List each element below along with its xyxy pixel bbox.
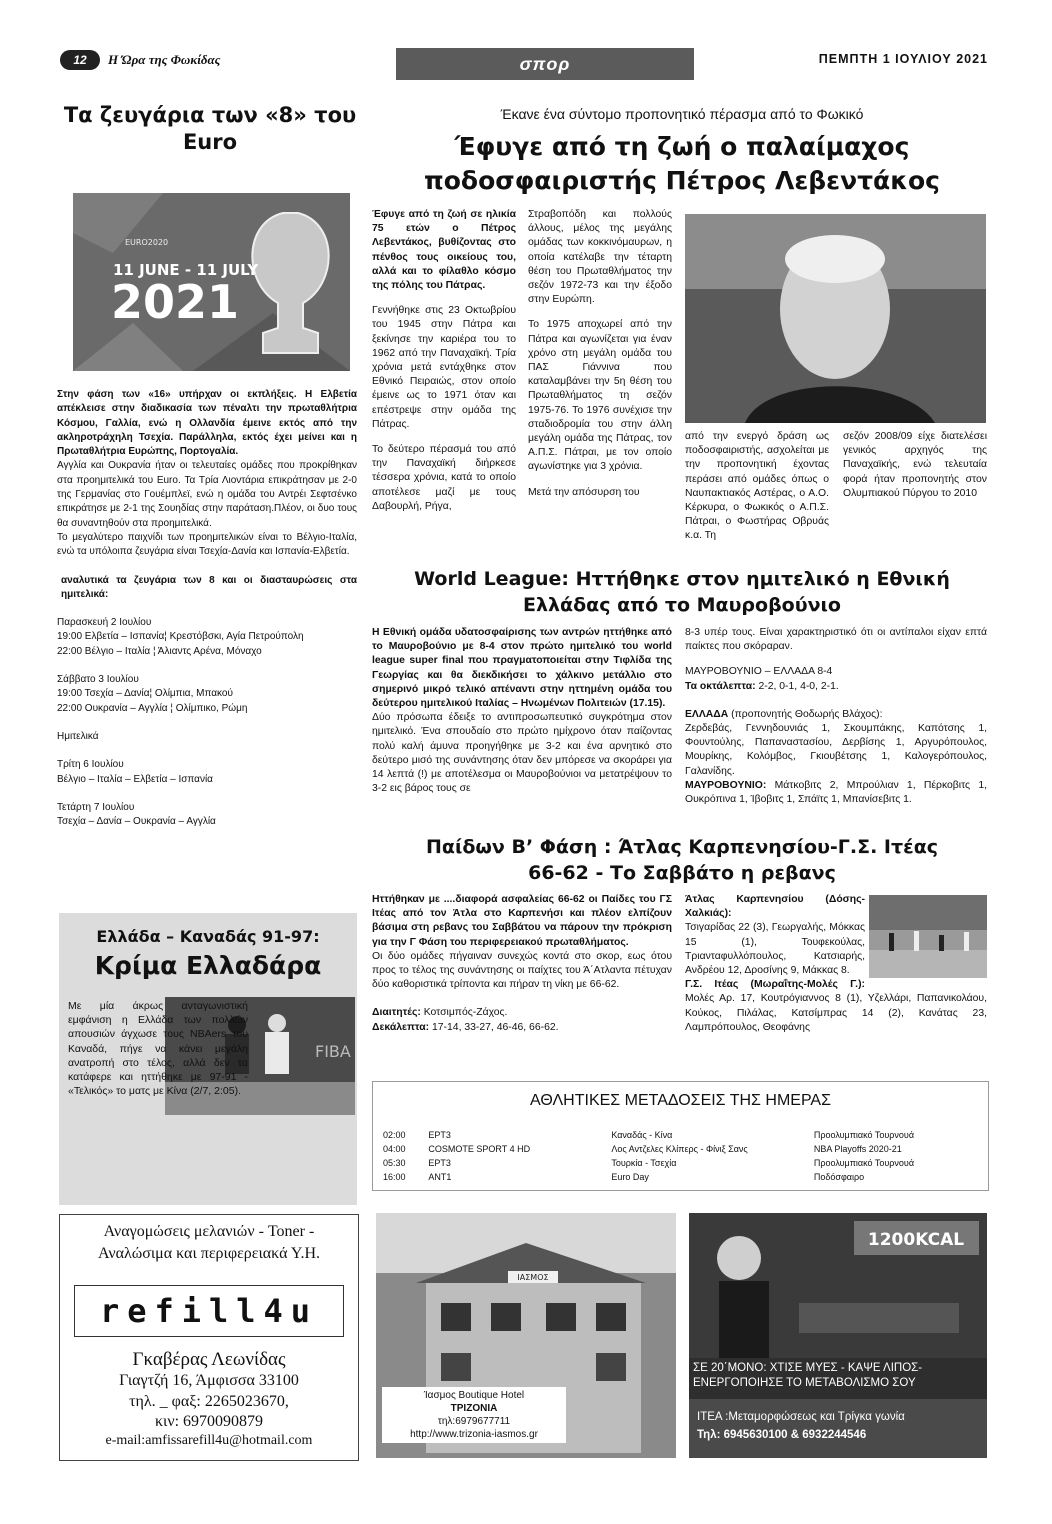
leventakos-c1p3: Το δεύτερο πέρασμά του από την Παναχαϊκή διήρκεσε τέσσερα χρόνια, κατά το οποίο αποτέλεσε μαζί με τους Δαβουρλή, Ρήγα, — [372, 444, 516, 512]
issue-date: ΠΕΜΠΤΗ 1 ΙΟΥΛΙΟΥ 2021 — [818, 52, 988, 66]
paidon-body: Οι δύο ομάδες πήγαιναν συνεχώς κοντά στο σκορ, εως ότου προς το τέλος της συνάντησης οι παίχτες του Ά΄Ατλαντα πέτυχαν δύο καθοριστικά τρίποντα και πήραν τη νίκη με 66-62. — [372, 950, 672, 991]
wl-quarters-label: Τα οκτάλεπτα: — [685, 680, 756, 692]
leventakos-col4 — [843, 430, 987, 512]
paidon-col1 — [372, 893, 672, 1035]
tv-time: 16:00 — [383, 1172, 406, 1182]
paidon-col2 — [685, 893, 987, 1035]
tv-competition: Προολυμπιακό Τουρνουά — [813, 1130, 915, 1140]
tv-event: Τουρκία - Τσεχία — [611, 1158, 677, 1168]
euro-image-art — [73, 193, 350, 371]
refill-address: Γιαγτζή 16, Άμφισσα 33100 — [119, 1372, 299, 1389]
paidon-atlas-players: Τσιγαρίδας 22 (3), Γεωργαλής, Μόκκας 15 (1), Τουφεκούλας, Τριανταφυλλόπουλος, Κατσιαρής, Ανδρέου 12, Δροσίνης 9, Μάκκας 8. — [685, 922, 865, 977]
tv-title: ΑΘΛΗΤΙΚΕΣ ΜΕΤΑΔΟΣΕΙΣ ΤΗΣ ΗΜΕΡΑΣ — [529, 1092, 831, 1109]
hotel-caption — [382, 1387, 566, 1443]
paidon-itea-label: Γ.Σ. Ιτέας (Μωραΐτης-Μολές Γ.): — [685, 979, 865, 991]
euro-p1: Στην φάση των «16» υπήρχαν οι εκπλήξεις. Η Ελβετία απέκλεισε στην διαδικασία των πέναλτι την πρωταθλήτρια Κόσμου, Γαλλία, ενώ η Ολλανδία έμεινε εκτός από την ακληροτράχηλη Τσεχία. Παράλληλα, εκτός έχει μείνει και η Πρωταθλήτρια Ευρώπης, Πορτογαλία. — [57, 389, 357, 458]
euro-body — [57, 388, 357, 829]
wl-headline: World League: Ηττήθηκε στον ημιτελικό η Εθνική Ελλάδας από το Μαυροβούνιο — [414, 568, 950, 616]
wl-greece-label: ΕΛΛΑΔΑ — [685, 708, 729, 720]
hotel-line1: Ίασμος Boutique Hotel — [423, 1390, 525, 1401]
tv-event: Λος Αντζελες Κλίπερς - Φίνιξ Σανς — [611, 1144, 748, 1154]
tv-box — [372, 1081, 989, 1191]
canada-headline: Κρίμα Ελλαδάρα — [94, 951, 322, 980]
leventakos-photo-art — [685, 214, 986, 423]
euro-sat-1: 19:00 Τσεχία – Δανία¦ Ολίμπια, Μπακού — [57, 688, 233, 700]
euro-sat-heading: Σάββατο 3 Ιουλίου — [57, 674, 139, 686]
euro-tue-heading: Τρίτη 6 Ιουλίου — [57, 759, 124, 771]
gym-ad-art — [689, 1213, 987, 1358]
euro-wed-1: Τσεχία – Δανία – Ουκρανία – Αγγλία — [57, 816, 216, 828]
refill-line1: Αναγομώσεις μελανιών - Toner - — [103, 1223, 315, 1240]
refill-logo-box — [74, 1285, 344, 1337]
leventakos-c1p2: Γεννήθηκε στις 23 Οκτωβρίου του 1945 στην Πάτρα και ξεκίνησε την καριέρα του το 1962 από την Παναχαϊκή. Τρία χρόνια μετά εντάχθηκε στον Εθνικό Πειραιώς, στον οποίο έμεινε ως το 1971 όταν και επέστρεψε στην ομάδα της Πάτρας. — [372, 305, 516, 430]
hotel-sign: ΙΑΣΜΟΣ — [517, 1273, 549, 1282]
paidon-quarters-label: Δεκάλεπτα: — [372, 1021, 430, 1033]
paidon-lead: Ηττήθηκαν με ....διαφορά ασφαλείας 66-62 οι Παίδες του ΓΣ Ιτέας από τον Άτλα στο Καρπενήσι και πλέον ελπίζουν βάσιμα στη ρεβανς του Σαββάτου να πάρουν την πρόκριση για την Γ Φάση του περιφερειακού πρωταθλήματος. — [372, 894, 672, 948]
gym-phones: Τηλ: 6945630100 & 6932244546 — [697, 1429, 867, 1441]
wl-lead: Η Εθνική ομάδα υδατοσφαίρισης των αντρών ηττήθηκε από το Μαυροβούνιο με 8-4 στον πρώτο ημιτελικό του world league super final που πραγματοποιείται στην Τιφλίδα της Γεωργίας και θα διεκδικήσει το χάλκινο μετάλλιο στο σημερινό μικρό τελικό απέναντι στην ηττημένη ομάδα του δεύτερου ημιτελικού Ιταλίας – Ηνωμένων Πολιτειών (17.15). — [372, 627, 672, 710]
paidon-headline-2: 66-62 - Το Σαββάτο η ρεβανς — [528, 862, 836, 884]
tv-event: Καναδάς - Κίνα — [611, 1130, 673, 1140]
leventakos-c4: σεζόν 2008/09 είχε διατελέσει γενικός αρχηγός της Παναχαϊκής, ενώ τελευταία φορά ήταν προπονητής στον Ολυμπιακού Πύργου το 2010 — [843, 431, 987, 499]
euro-p2: Αγγλία και Ουκρανία ήταν οι τελευταίες ομάδες που προκρίθηκαν στα προημιτελικά του Euro. Τα Τρία Λιοντάρια επικράτησαν με 2-0 της Γερμανίας στο Γουέμπλεϊ, ενώ η ομάδα του Αντρέι Σεφτσένκο επικράτησε με 2-1 της Σουηδίας στην παράταση.Πλέον, οι δυο τους θα συναντηθούν στα προημιτελικά. — [57, 460, 357, 529]
wl-c2p1: 8-3 υπέρ τους. Είναι χαρακτηριστικό ότι οι αντίπαλοι είχαν επτά παίκτες που σκόραραν. — [685, 627, 987, 653]
canada-kicker: Ελλάδα – Καναδάς 91-97: — [96, 927, 320, 946]
tv-rows — [383, 1128, 983, 1184]
canada-body-text: Με μία άκρως ανταγωνιστική εμφάνιση η Ελλάδα των πολλών απουσιών άγχωσε τους NBAers του Καναδά, πήγε να κάνει μεγάλη ανατροπή στο τέλος, αλλά δεν τα κατάφερε και ηττήθηκε με 97-91 - «Τελικός» το ματς με Κίνα (2/7, 2:05). — [68, 1000, 248, 1098]
tv-row — [383, 1128, 983, 1142]
tv-competition: Προολυμπιακό Τουρνουά — [813, 1158, 915, 1168]
wl-greece-players: Ζερδεβάς, Γεννηδουνιάς 1, Σκουμπάκης, Καπότσης 1, Φουντούλης, Παπαναστασίου, Δερβίσης 1, Αργυρόπουλος, Μουρίκης, Κολόμβος, Γκιουβέτσης 1, Καλογερόπουλος, Γαλανίδης. — [685, 723, 987, 777]
tv-channel: ΑΝΤ1 — [428, 1172, 452, 1182]
euro-fri-1: 19:00 Ελβετία – Ισπανία¦ Κρεστόβσκι, Αγία Πετρούπολη — [57, 631, 304, 643]
wl-greece-coach: (προπονητής Θοδωρής Βλάχος): — [731, 708, 883, 720]
wl-col2 — [685, 626, 987, 807]
euro-image-year: 2021 — [111, 275, 240, 329]
tv-row — [383, 1170, 983, 1184]
leventakos-c2p3: Μετά την απόσυρση του — [528, 486, 640, 498]
euro-intro: αναλυτικά τα ζευγάρια των 8 και οι διασταυρώσεις στα ημιτελικά: — [61, 574, 357, 600]
refill-mobile: κιν: 6970090879 — [154, 1413, 264, 1430]
refill-email: e-mail:amfissarefill4u@hotmail.com — [105, 1433, 313, 1448]
leventakos-lead: Έφυγε από τη ζωή σε ηλικία 75 ετών ο Πέτρος Λεβεντάκος, βυθίζοντας στο πένθος τους οικείους του, αλλά και το φίλαθλο κόσμο της πόλης του Πάτρας. — [372, 209, 516, 292]
euro-image — [73, 193, 350, 371]
euro-tue-1: Βέλγιο – Ιταλία – Ελβετία – Ισπανία — [57, 773, 213, 785]
leventakos-c3: από την ενεργό δράση ως ποδοσφαιριστής, ασχολείται με την προπονητική έχοντας περάσει από ομάδες όπως ο Ναυπακτιακός Αστέρας, ο Α.Ο. Κέρκυρα, ο Φωκικός ο Α.Π.Σ. Πάτραι, ο Φωστήρας Οβρυάς κ.α. Τη — [685, 431, 829, 542]
euro-sat-2: 22:00 Ουκρανία – Αγγλία ¦ Ολίμπικο, Ρώμη — [57, 702, 248, 714]
tv-channel: COSMOTE SPORT 4 HD — [428, 1144, 531, 1154]
tv-competition: Ποδόσφαιρο — [813, 1172, 865, 1182]
hotel-line4: http://www.trizonia-iasmos.gr — [410, 1429, 538, 1440]
wl-mne-players: Μάτκοβιτς 2, Μπρούλιαν 1, Πέρκοβιτς 1, Ουκρόπινα 1, Ίβοβιτς 1, Σπάϊτς 1, Μπανίσεβιτς 1. — [685, 779, 987, 806]
euro-image-dates: 11 JUNE - 11 JULY — [113, 261, 259, 279]
paidon-itea-players: Μολές Αρ. 17, Κουτρόγιαννος 8 (1), Υζελλάρι, Παπανικολάου, Κούκος, Πιλάλας, Κατσίμπρας 14 (2), Κανάτας 23, Λαμπρόπουλος, Θεοφάνης — [685, 993, 987, 1033]
gym-ad — [689, 1213, 987, 1458]
euro-semis-heading: Ημιτελικά — [57, 730, 99, 742]
euro-image-logo: EURO2020 — [125, 238, 169, 247]
page-number-badge — [60, 50, 100, 70]
tv-competition: NBA Playoffs 2020-21 — [813, 1144, 902, 1154]
leventakos-col3 — [685, 430, 829, 555]
hotel-ad — [376, 1213, 676, 1458]
leventakos-headline: Έφυγε από τη ζωή ο παλαίμαχος ποδοσφαιριστής Πέτρος Λεβεντάκος — [423, 132, 940, 195]
hotel-line2: ΤΡΙΖΟΝΙΑ — [450, 1403, 498, 1414]
wl-col1 — [372, 626, 672, 796]
tv-channel: ΕΡΤ3 — [428, 1158, 451, 1168]
wl-quarters: 2-2, 0-1, 4-0, 2-1. — [758, 680, 839, 692]
euro-p3: Το μεγαλύτερο παιχνίδι των προημιτελικών είναι το Βέλγιο-Ιταλία, ενώ τα υπόλοιπα ζευγάρια είναι Τσεχία-Δανία και Ισπανία-Ελβετία. — [57, 531, 357, 558]
tv-row — [383, 1156, 983, 1170]
tv-event: Euro Day — [611, 1172, 649, 1182]
paper-name: Η Ώρα της Φωκίδας — [108, 52, 221, 67]
euro-wed-heading: Τετάρτη 7 Ιουλίου — [57, 801, 135, 813]
paidon-headline-1: Παίδων Β’ Φάση : Άτλας Καρπενησίου-Γ.Σ. Ιτέας — [425, 836, 939, 858]
euro-headline: Τα ζευγάρια των «8» του Euro — [63, 103, 357, 154]
leventakos-col2 — [528, 208, 672, 511]
tv-time: 02:00 — [383, 1130, 406, 1140]
tv-time: 05:30 — [383, 1158, 406, 1168]
hotel-line3: τηλ:6979677711 — [437, 1416, 511, 1427]
tv-time: 04:00 — [383, 1144, 406, 1154]
paidon-atlas-label: Άτλας Καρπενησίου (Δόσης-Χαλκιάς): — [685, 894, 865, 920]
section-banner — [396, 48, 694, 80]
tv-row — [383, 1142, 983, 1156]
gym-slogan: ΣΕ 20΄ΜΟΝΟ: ΧΤΙΣΕ ΜΥΕΣ - ΚΑΨΕ ΛΙΠΟΣ-ΕΝΕΡΓΟΠΟΙΗΣΕ ΤΟ ΜΕΤΑΒΟΛΙΣΜΟ ΣΟΥ — [693, 1362, 923, 1389]
canada-photo-label: FIBA — [315, 1042, 351, 1061]
wl-mne-label: ΜΑΥΡΟΒΟΥΝΙΟ: — [685, 779, 767, 791]
canada-box — [59, 913, 357, 1205]
wl-score: ΜΑΥΡΟΒΟΥΝΙΟ – ΕΛΛΑΔΑ 8-4 — [685, 666, 833, 678]
page-number: 12 — [73, 53, 87, 67]
euro-fri-2: 22:00 Βέλγιο – Ιταλία ¦ Άλιαντς Αρένα, Μόναχο — [57, 645, 262, 657]
paidon-refs-label: Διαιτητές: — [372, 1007, 421, 1019]
paidon-refs: Κοτσιμπός-Ζάχος. — [423, 1007, 508, 1019]
gym-badge: 1200KCAL — [867, 1230, 965, 1250]
leventakos-kicker: Έκανε ένα σύντομο προπονητικό πέρασμα από το Φωκικό — [500, 106, 864, 122]
euro-fri-heading: Παρασκευή 2 Ιουλίου — [57, 617, 152, 629]
refill-name: Γκαβέρας Λεωνίδας — [132, 1349, 286, 1370]
leventakos-col1 — [372, 208, 516, 525]
leventakos-c2p2: Το 1975 αποχωρεί από την Πάτρα και αγωνίζεται για έναν χρόνο στη μεγάλη ομάδα του ΠΑΣ Γιάννινα που καταλαμβάνει την 5η θέση του Πρωταθλήματος τη σεζόν 1975-76. Το 1976 συνέχισε την σταδιοδρομία του στην άλλη μεγάλη ομάδα της Πάτρας, τον Α.Π.Σ. Πάτραι, με τον οποίο αγωνίστηκε για 3 χρόνια. — [528, 319, 672, 473]
canada-body — [68, 999, 350, 1123]
refill-line2: Αναλώσιμα και περιφερειακά Υ.Η. — [97, 1245, 321, 1262]
refill-ad — [59, 1214, 359, 1461]
gym-location: ΙΤΕΑ :Μεταμορφώσεως και Τρίγκα γωνία — [697, 1411, 905, 1423]
tv-channel: ΕΡΤ3 — [428, 1130, 451, 1140]
refill-logo: refill4u — [99, 1292, 319, 1330]
wl-body: Δύο πρόσωπα έδειξε το αντιπροσωπευτικό συγκρότημα στον ημιτελικό. Ένα σπουδαίο στο πρώτο ημίχρονο όταν παίζοντας πολύ καλή άμυνα προηγήθηκε με 3-2 και ένα αρνητικό στο δεύτερο μισό της συνάντησης όταν δεν μπόρεσε να σκοράρει για 14 λεπτά (!) με αποτέλεσμα οι Μαυροβούνιοι να μετατρέψουν το 3-2 εις βάρος τους σε — [372, 712, 672, 795]
section-label: σπορ — [519, 53, 571, 74]
leventakos-photo — [685, 214, 986, 423]
paidon-quarters: 17-14, 33-27, 46-46, 66-62. — [432, 1021, 559, 1033]
refill-phone: τηλ. _ φαξ: 2265023670, — [129, 1393, 289, 1410]
leventakos-c2p1: Στραβοπόδη και πολλούς άλλους, μέλος της μεγάλης ομάδας των κοκκινόμαυρων, η οποία κατέλαβε την τέταρτη θέση του Πρωταθλήματος την σεζόν 1972-73 και την έξοδο στην Ευρώπη. — [528, 209, 672, 306]
